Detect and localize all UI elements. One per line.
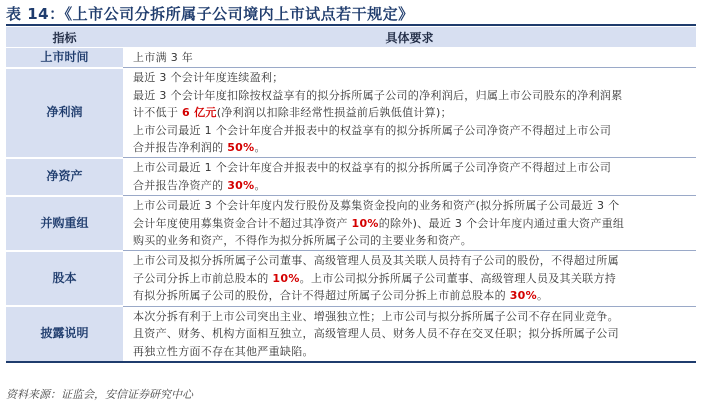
row-indicator: 上市时间	[6, 48, 123, 68]
requirement-line	[133, 104, 690, 121]
row-requirement	[123, 48, 696, 68]
requirement-line: 上市公司最近 1 个会计年度合并报表中的权益享有的拟分拆所属子公司净资产不得超过上市公司	[133, 123, 612, 137]
table-row	[6, 158, 696, 196]
requirement-line: 本次分拆有利于上市公司突出主业、增强独立性；上市公司与拟分拆所属子公司不存在同业竞争。	[133, 309, 619, 323]
table-row	[6, 68, 696, 158]
line-text: 合并报告净利润的	[133, 141, 228, 155]
regulation-table	[6, 27, 696, 363]
requirement-line: 且资产、财务、机构方面相互独立，高级管理人员、财务人员不存在交叉任职；拟分拆所属子公司	[133, 327, 619, 341]
requirement-line: 上市公司及拟分拆所属子公司董事、高级管理人员及其关联人员持有子公司的股份，不得超过所属	[133, 254, 619, 268]
header-row	[6, 27, 696, 48]
row-indicator: 并购重组	[6, 196, 123, 251]
line-text: 的除外)、最近 3 个会计年度内通过重大资产重组	[378, 216, 625, 230]
highlight-value: 6 亿元	[182, 106, 217, 120]
requirement-line: 上市公司最近 1 个会计年度合并报表中的权益享有的拟分拆所属子公司净资产不得超过上市公司	[133, 161, 612, 175]
line-text: 。	[254, 178, 266, 192]
row-requirement	[123, 196, 696, 251]
table-body	[6, 48, 696, 362]
requirement-line: 最近 3 个会计年度连续盈利；	[133, 71, 284, 85]
row-requirement	[123, 158, 696, 196]
requirement-line	[133, 215, 690, 232]
row-requirement	[123, 68, 696, 158]
line-text: 有拟分拆所属子公司的股份，合计不得超过所属子公司分拆上市前总股本的	[133, 289, 510, 303]
row-requirement	[123, 251, 696, 306]
table-row	[6, 196, 696, 251]
requirement-line	[133, 139, 690, 156]
line-text: 子公司分拆上市前总股本的	[133, 271, 273, 285]
requirement-line: 最近 3 个会计年度扣除按权益享有的拟分拆所属子公司的净利润后，归属上市公司股东的净利润累	[133, 88, 623, 102]
line-text: 计不低于	[133, 106, 182, 120]
requirement-line	[133, 270, 690, 287]
highlight-value: 30%	[227, 178, 255, 192]
header-indicator: 指标	[6, 27, 123, 48]
highlight-value: 10%	[272, 271, 300, 285]
requirement-line	[133, 177, 690, 194]
line-text: 。	[254, 141, 266, 155]
line-text: 。上市公司拟分拆所属子公司董事、高级管理人员及其关联方持	[299, 271, 617, 285]
line-text: 。	[536, 289, 549, 303]
line-text: 合并报告净资产的	[133, 178, 228, 192]
requirement-line	[133, 287, 690, 304]
requirement-line: 上市满 3 年	[133, 51, 194, 64]
row-indicator: 净利润	[6, 68, 123, 158]
header-requirement: 具体要求	[123, 27, 696, 48]
title-divider	[6, 24, 696, 26]
table-row	[6, 306, 696, 362]
highlight-value: 30%	[509, 289, 537, 303]
row-requirement	[123, 306, 696, 362]
table-row	[6, 251, 696, 306]
requirement-line: 上市公司最近 3 个会计年度内发行股份及募集资金投向的业务和资产(拟分拆所属子公司最近 3 个	[133, 199, 620, 213]
requirement-line: 购买的业务和资产，不得作为拟分拆所属子公司的主要业务和资产。	[133, 234, 472, 248]
line-text: (净利润以扣除非经常性损益前后孰低值计算)；	[216, 106, 452, 120]
highlight-value: 50%	[227, 141, 255, 155]
row-indicator: 净资产	[6, 158, 123, 196]
requirement-line: 再独立性方面不存在其他严重缺陷。	[133, 344, 314, 358]
row-indicator: 披露说明	[6, 306, 123, 362]
table-title: 表 14：《上市公司分拆所属子公司境内上市试点若干规定》	[6, 5, 414, 23]
highlight-value: 10%	[351, 216, 379, 230]
source-note: 资料来源：证监会，安信证券研究中心	[6, 388, 193, 401]
row-indicator: 股本	[6, 251, 123, 306]
line-text: 会计年度使用募集资金合计不超过其净资产	[133, 216, 352, 230]
table-row	[6, 48, 696, 68]
